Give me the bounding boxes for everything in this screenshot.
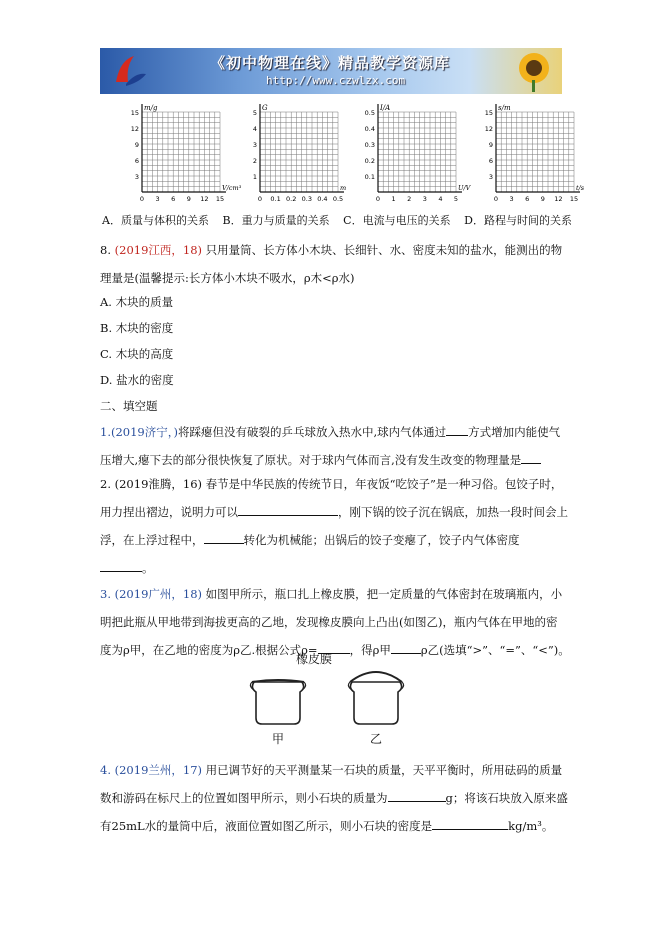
y-tick-label: 3 — [252, 141, 257, 149]
fill-question-1 — [100, 418, 570, 474]
x-tick-label: 12 — [554, 195, 563, 203]
f4-blank-2[interactable] — [432, 817, 508, 830]
x-tick-label: 3 — [422, 195, 427, 203]
fill-question-2 — [100, 470, 570, 582]
y-axis-label: G — [262, 104, 268, 112]
jars-drawing — [240, 668, 420, 726]
f2-text-1: 春节是中华民族的传统节日，年夜饭“吃饺子”是一种习俗。包饺子时， — [205, 477, 563, 491]
x-tick-label: 0 — [493, 195, 499, 203]
y-tick-label: 3 — [488, 173, 493, 181]
question-8 — [100, 236, 570, 292]
f3-text-3a: 度为ρ甲，在乙地的密度为ρ乙.根据公式ρ= — [100, 643, 318, 657]
graph-3-svg — [474, 100, 585, 205]
q8-option-c: C. 木块的高度 — [100, 347, 174, 361]
f3-source: 3. (2019广州，18) — [100, 587, 203, 601]
y-axis-label: s/m — [498, 104, 511, 112]
caption-c: C．电流与电压的关系 — [343, 214, 451, 227]
f3-text-3c: ρ乙(选填“>”、“=”、“<”)。 — [420, 643, 570, 657]
f2-text-2b: ，刚下锅的饺子沉在锅底，加热一段时间会上 — [338, 505, 568, 519]
f2-text-2a: 用力捏出褶边，说明力可以 — [100, 505, 238, 519]
y-axis-label: I/A — [380, 104, 391, 112]
f2-blank-1[interactable] — [238, 503, 338, 516]
x-tick-label: 12 — [200, 195, 209, 203]
y-tick-label: 0.3 — [364, 141, 375, 149]
y-tick-label: 3 — [134, 173, 139, 181]
y-tick-label: 9 — [488, 141, 493, 149]
graph-d — [474, 100, 585, 205]
f3-text-3b: ，得ρ甲 — [349, 643, 391, 657]
jars-figure — [240, 650, 420, 745]
q8-option-d: D. 盐水的密度 — [100, 373, 174, 387]
caption-d: D．路程与时间的关系 — [464, 214, 572, 227]
x-tick-label: 9 — [540, 195, 545, 203]
x-tick-label: 15 — [215, 195, 225, 203]
caption-a: A．质量与体积的关系 — [102, 214, 209, 227]
x-tick-label: 0 — [257, 195, 263, 203]
f1-blank-1[interactable] — [446, 423, 468, 436]
y-tick-label: 15 — [130, 109, 139, 117]
f1-source: 1.(2019济宁，) — [100, 425, 178, 439]
y-tick-label: 6 — [134, 157, 139, 165]
caption-b: B．重力与质量的关系 — [222, 214, 330, 227]
y-tick-label: 5 — [252, 109, 257, 117]
f2-text-3a: 浮，在上浮过程中， — [100, 533, 204, 547]
f2-text-4: 。 — [142, 561, 154, 575]
y-tick-label: 6 — [488, 157, 493, 165]
red-blue-swoosh-logo-icon — [110, 52, 150, 90]
x-tick-label: 0.2 — [286, 195, 297, 203]
figure-title-rubber-membrane: 橡皮膜 — [296, 652, 333, 666]
f4-text-1: 用已调节好的天平测量某一石块的质量，天平平衡时，所用砝码的质量 — [205, 763, 563, 777]
graph-0-svg — [120, 100, 242, 205]
f2-blank-3[interactable] — [100, 559, 142, 572]
f1-text-1b: 方式增加内能使气 — [468, 425, 561, 439]
x-axis-label: U/V — [458, 184, 471, 192]
f4-text-2b: g；将该石块放入原来盛 — [445, 791, 568, 805]
y-tick-label: 15 — [484, 109, 493, 117]
y-tick-label: 4 — [252, 125, 257, 133]
x-tick-label: 6 — [525, 195, 530, 203]
f2-blank-2[interactable] — [204, 531, 244, 544]
x-tick-label: 15 — [569, 195, 579, 203]
y-tick-label: 1 — [252, 173, 257, 181]
graph-b — [238, 100, 346, 205]
f4-blank-1[interactable] — [388, 789, 446, 802]
x-tick-label: 5 — [453, 195, 459, 203]
x-tick-label: 6 — [171, 195, 176, 203]
y-tick-label: 12 — [130, 125, 139, 133]
x-tick-label: 0.4 — [317, 195, 328, 203]
f1-text-1a: 将踩瘪但没有破裂的乒乓球放入热水中,球内气体通过 — [177, 425, 447, 439]
x-tick-label: 0.1 — [270, 195, 281, 203]
x-tick-label: 0 — [139, 195, 145, 203]
x-axis-label: m — [340, 184, 347, 192]
x-tick-label: 0 — [375, 195, 381, 203]
graph-captions — [102, 212, 572, 228]
banner-title: 《初中物理在线》精品教学资源库 — [210, 54, 451, 72]
f4-text-3a: 有25mL水的量筒中后，液面位置如图乙所示，则小石块的密度是 — [100, 819, 433, 833]
y-tick-label: 0.5 — [364, 109, 375, 117]
header-banner — [100, 48, 562, 94]
x-tick-label: 3 — [509, 195, 514, 203]
x-tick-label: 3 — [155, 195, 160, 203]
graph-a — [120, 100, 242, 205]
x-axis-label: t/s — [576, 184, 585, 192]
jar-b-label: 乙 — [370, 732, 383, 746]
q8-text-2: 理量是(温馨提示:长方体小木块不吸水，ρ木<ρ水) — [100, 271, 355, 285]
graph-2-svg — [356, 100, 471, 205]
sunflower-icon — [508, 50, 556, 92]
jar-a-label: 甲 — [272, 732, 285, 746]
f3-text-1: 如图甲所示，瓶口扎上橡皮膜，把一定质量的气体密封在玻璃瓶内，小 — [205, 587, 563, 601]
banner-url: http://www.czwlzx.com — [266, 74, 406, 87]
f4-source: 4. (2019兰州，17) — [100, 763, 203, 777]
y-axis-label: m/g — [144, 104, 158, 112]
f1-text-2: 压增大,瘪下去的部分很快恢复了原状。对于球内气体而言,没有发生改变的物理量是 — [100, 453, 522, 467]
x-tick-label: 0.3 — [301, 195, 312, 203]
f4-text-2a: 数和游码在标尺上的位置如图甲所示，则小石块的质量为 — [100, 791, 388, 805]
y-tick-label: 12 — [484, 125, 493, 133]
y-tick-label: 0.1 — [364, 173, 375, 181]
y-tick-label: 2 — [252, 157, 257, 165]
x-tick-label: 1 — [391, 195, 396, 203]
f4-text-3b: kg/m³。 — [508, 819, 554, 833]
graph-1-svg — [238, 100, 346, 205]
jar-a-drawing — [250, 680, 305, 724]
x-tick-label: 2 — [407, 195, 412, 203]
y-tick-label: 0.2 — [364, 157, 375, 165]
q8-number: 8. — [100, 243, 111, 257]
y-tick-label: 9 — [134, 141, 139, 149]
x-tick-label: 4 — [438, 195, 443, 203]
y-tick-label: 0.4 — [364, 125, 375, 133]
q8-text-1: 只用量筒、长方体小木块、长细针、水、密度未知的盐水，能测出的物 — [205, 243, 563, 257]
q8-option-a: A. 木块的质量 — [100, 295, 174, 309]
fill-question-4 — [100, 756, 570, 840]
f1-blank-2[interactable] — [521, 451, 541, 464]
q8-option-b: B. 木块的密度 — [100, 321, 174, 335]
x-tick-label: 0.5 — [332, 195, 344, 203]
q8-source: (2019江西，18) — [114, 243, 203, 257]
jar-b-drawing — [348, 672, 403, 724]
x-tick-label: 9 — [186, 195, 191, 203]
f2-source: 2. (2019淮腾，16) — [100, 477, 203, 491]
x-axis-label: V/cm³ — [222, 184, 242, 192]
graph-c — [356, 100, 471, 205]
f3-text-2: 明把此瓶从甲地带到海拔更高的乙地，发现橡皮膜向上凸出(如图乙)，瓶内气体在甲地的密 — [100, 615, 558, 629]
graph-grid-row — [120, 100, 585, 205]
f2-text-3b: 转化为机械能；出锅后的饺子变瘪了，饺子内气体密度 — [243, 533, 520, 547]
section-heading: 二、填空题 — [100, 399, 158, 413]
